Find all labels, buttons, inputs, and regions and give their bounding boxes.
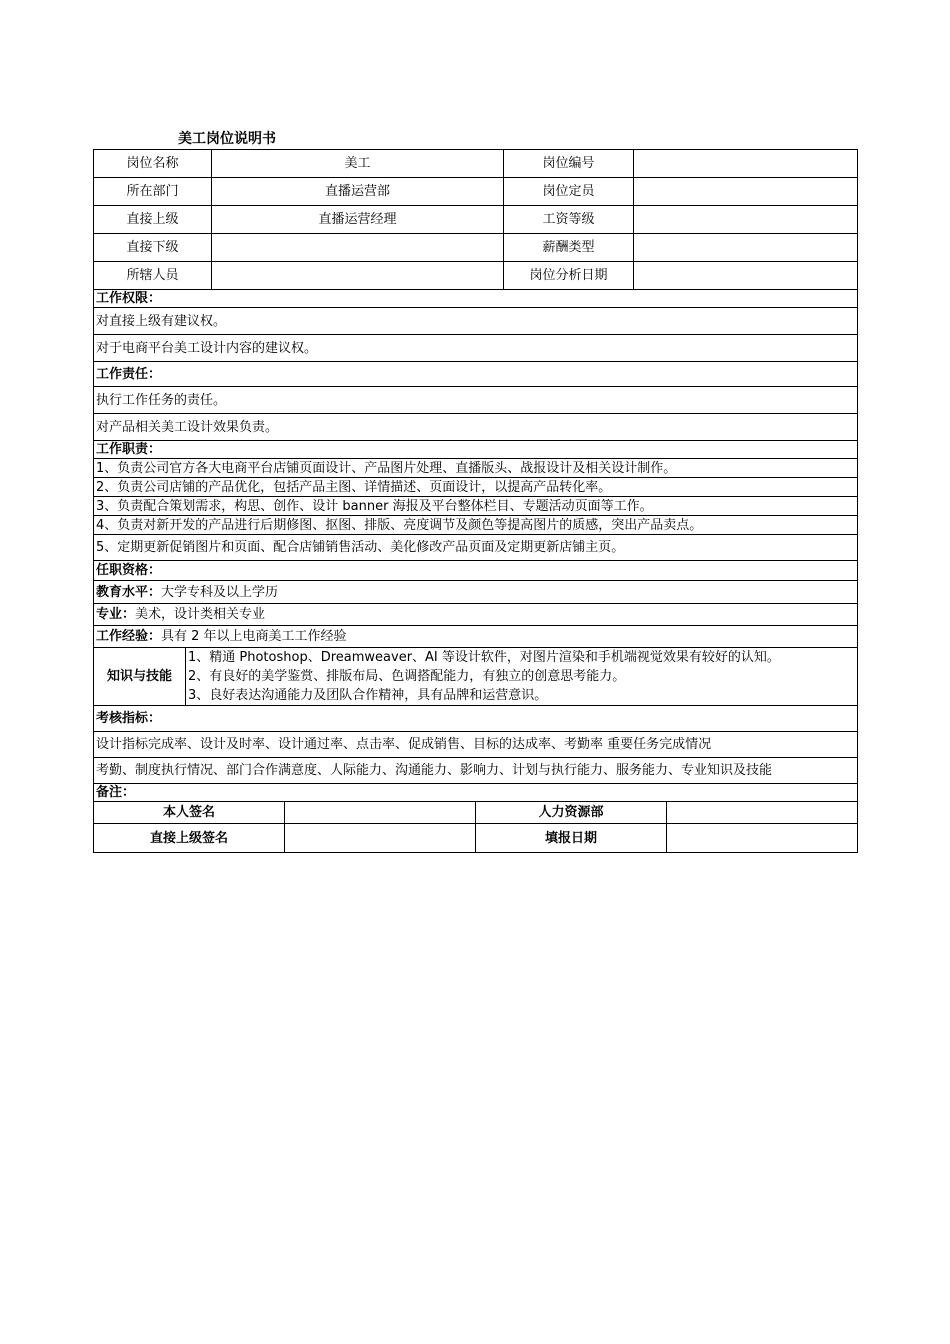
details-table xyxy=(93,290,858,802)
signature-field[interactable] xyxy=(667,802,858,824)
label-cell: 岗位编号 xyxy=(504,150,634,178)
experience-cell xyxy=(94,626,858,648)
label-cell: 工资等级 xyxy=(504,206,634,234)
assessment-item: 设计指标完成率、设计及时率、设计通过率、点击率、促成销售、目标的达成率、考勤率 重要任务完成情况 xyxy=(94,732,858,758)
education-label: 教育水平： xyxy=(96,584,162,600)
value-cell xyxy=(634,178,858,206)
document-title: 美工岗位说明书 xyxy=(178,131,276,147)
education-cell xyxy=(94,581,858,604)
major-value: 美术，设计类相关专业 xyxy=(135,607,266,622)
section-heading: 考核指标： xyxy=(94,706,858,732)
skills-label: 知识与技能 xyxy=(94,648,186,706)
basic-info-table xyxy=(93,149,858,290)
value-cell xyxy=(634,206,858,234)
signature-label: 填报日期 xyxy=(476,824,667,853)
responsibility-item: 执行工作任务的责任。 xyxy=(94,387,858,414)
list-item xyxy=(94,478,858,497)
value-cell: 直播运营部 xyxy=(212,178,504,206)
section-heading-authority xyxy=(94,290,858,308)
signature-table xyxy=(93,802,858,853)
section-heading: 工作职责： xyxy=(94,441,858,459)
list-item xyxy=(94,497,858,516)
label-cell: 岗位名称 xyxy=(94,150,212,178)
section-heading-qualification xyxy=(94,561,858,581)
section-heading: 工作责任： xyxy=(94,362,858,387)
label-cell: 所辖人员 xyxy=(94,262,212,290)
value-cell xyxy=(634,150,858,178)
list-item xyxy=(94,308,858,335)
signature-label: 直接上级签名 xyxy=(94,824,285,853)
section-heading-responsibility xyxy=(94,362,858,387)
skills-cell xyxy=(186,648,858,706)
signature-field[interactable] xyxy=(285,802,476,824)
signature-label: 人力资源部 xyxy=(476,802,667,824)
section-heading: 备注： xyxy=(94,784,858,802)
label-cell: 直接下级 xyxy=(94,234,212,262)
list-item xyxy=(94,459,858,478)
section-heading-assessment xyxy=(94,706,858,732)
experience-label: 工作经验： xyxy=(96,629,162,644)
list-item xyxy=(94,335,858,362)
section-heading: 任职资格： xyxy=(94,561,858,581)
label-cell: 所在部门 xyxy=(94,178,212,206)
table-row xyxy=(94,206,858,234)
label-cell: 薪酬类型 xyxy=(504,234,634,262)
list-item xyxy=(94,414,858,441)
skill-item: 1、精通 Photoshop、Dreamweaver、AI 等设计软件，对图片渲染和手机端视觉效果有较好的认知。 xyxy=(188,650,780,665)
label-cell: 直接上级 xyxy=(94,206,212,234)
duty-item: 5、定期更新促销图片和页面、配合店铺销售活动、美化修改产品页面及定期更新店铺主页。 xyxy=(94,535,858,561)
education-value: 大学专科及以上学历 xyxy=(161,584,279,600)
duty-item: 4、负责对新开发的产品进行后期修图、抠图、排版、亮度调节及颜色等提高图片的质感，突出产品卖点。 xyxy=(94,516,858,535)
value-cell xyxy=(212,262,504,290)
table-row xyxy=(94,178,858,206)
value-cell: 直播运营经理 xyxy=(212,206,504,234)
authority-item: 对于电商平台美工设计内容的建议权。 xyxy=(94,335,858,362)
section-heading-duties xyxy=(94,441,858,459)
list-item xyxy=(94,387,858,414)
list-item xyxy=(94,535,858,561)
experience-row xyxy=(94,626,858,648)
major-cell xyxy=(94,604,858,626)
signature-label: 本人签名 xyxy=(94,802,285,824)
table-row xyxy=(94,802,858,824)
skill-item: 2、有良好的美学鉴赏、排版布局、色调搭配能力，有独立的创意思考能力。 xyxy=(188,669,626,684)
value-cell xyxy=(212,234,504,262)
value-cell xyxy=(634,234,858,262)
label-cell: 岗位分析日期 xyxy=(504,262,634,290)
table-row xyxy=(94,262,858,290)
experience-value: 具有 2 年以上电商美工工作经验 xyxy=(161,629,347,644)
responsibility-item: 对产品相关美工设计效果负责。 xyxy=(94,414,858,441)
table-row xyxy=(94,234,858,262)
authority-item: 对直接上级有建议权。 xyxy=(94,308,858,335)
list-item xyxy=(94,758,858,784)
duty-item: 3、负责配合策划需求，构思、创作、设计 banner 海报及平台整体栏目、专题活动页面等工作。 xyxy=(94,497,858,516)
label-cell: 岗位定员 xyxy=(504,178,634,206)
major-label: 专业： xyxy=(96,607,136,622)
list-item xyxy=(94,732,858,758)
value-cell xyxy=(634,262,858,290)
job-description-sheet xyxy=(93,149,857,853)
table-row xyxy=(94,150,858,178)
value-cell: 美工 xyxy=(212,150,504,178)
skills-row xyxy=(94,648,858,706)
signature-field[interactable] xyxy=(667,824,858,853)
signature-field[interactable] xyxy=(285,824,476,853)
skill-item: 3、良好表达沟通能力及团队合作精神，具有品牌和运营意识。 xyxy=(188,688,548,703)
table-row xyxy=(94,824,858,853)
assessment-item: 考勤、制度执行情况、部门合作满意度、人际能力、沟通能力、影响力、计划与执行能力、服务能力、专业知识及技能 xyxy=(94,758,858,784)
duty-item: 1、负责公司官方各大电商平台店铺页面设计、产品图片处理、直播版头、战报设计及相关设计制作。 xyxy=(94,459,858,478)
major-row xyxy=(94,604,858,626)
education-row xyxy=(94,581,858,604)
section-heading: 工作权限： xyxy=(94,290,858,308)
section-heading-remarks xyxy=(94,784,858,802)
list-item xyxy=(94,516,858,535)
duty-item: 2、负责公司店铺的产品优化，包括产品主图、详情描述、页面设计，以提高产品转化率。 xyxy=(94,478,858,497)
